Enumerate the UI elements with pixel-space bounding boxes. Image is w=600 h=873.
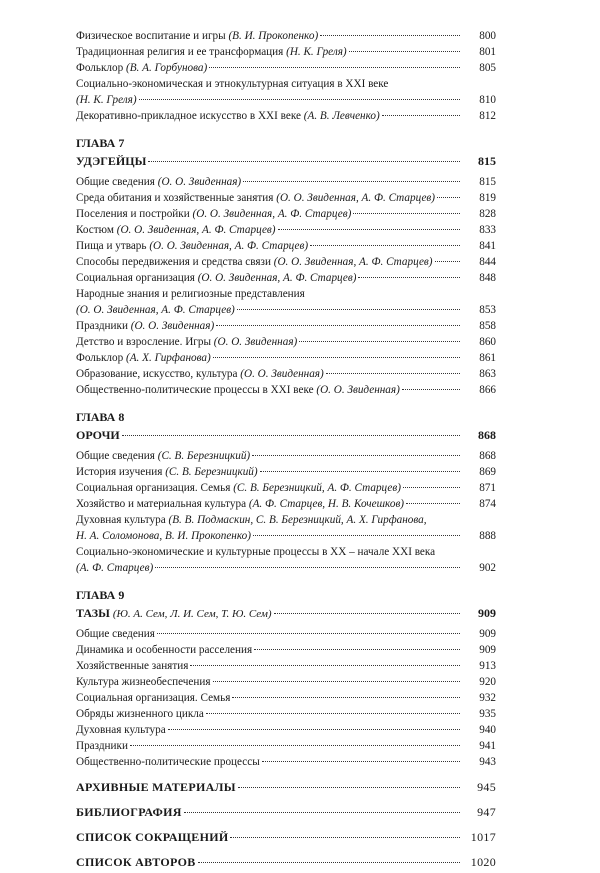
page-number: 848	[479, 272, 496, 284]
page-number: 909	[479, 628, 496, 640]
chapter-label	[76, 408, 496, 426]
entry-title: Праздники	[76, 320, 131, 332]
entry-author: (Н. К. Греля)	[286, 46, 347, 58]
page-number: 909	[478, 606, 496, 620]
toc-entry[interactable]	[76, 674, 496, 690]
page-number: 932	[479, 692, 496, 704]
entry-author: (О. О. Звиденная, А. Ф. Старцев)	[116, 224, 276, 236]
entry-title: АРХИВНЫЕ МАТЕРИАЛЫ	[76, 780, 236, 794]
entry-author: (О. О. Звиденная)	[213, 336, 298, 348]
entry-title: Костюм	[76, 224, 117, 236]
dot-leader	[237, 309, 460, 310]
entry-author: (А. Ф. Старцев)	[76, 562, 154, 574]
dot-leader	[382, 115, 460, 116]
dot-leader	[349, 51, 460, 52]
entry-author: (В. В. Подмаскин, С. В. Березницкий, А. Х. Гирфанова,	[168, 514, 427, 526]
dot-leader	[402, 389, 460, 390]
dot-leader	[238, 787, 460, 788]
entry-author-cont: Н. А. Соломонова, В. И. Прокопенко)	[76, 530, 251, 542]
entry-title: Общие сведения	[76, 450, 158, 462]
toc-entry[interactable]	[76, 448, 496, 464]
page-number: 940	[479, 724, 496, 736]
entry-title: История изучения	[76, 466, 166, 478]
people-author: (Ю. А. Сем, Л. И. Сем, Т. Ю. Сем)	[112, 608, 272, 620]
people-heading[interactable]	[76, 152, 496, 170]
entry-title: Социальная организация. Семья	[76, 692, 231, 704]
toc-entry[interactable]	[76, 286, 496, 318]
entry-title: Культура жизнеобеспечения	[76, 676, 211, 688]
page-number: 941	[479, 740, 496, 752]
dot-leader	[213, 681, 461, 682]
page-number: 858	[479, 320, 496, 332]
entry-title: Среда обитания и хозяйственные занятия	[76, 192, 277, 204]
dot-leader	[157, 633, 460, 634]
toc-entry[interactable]	[76, 76, 496, 108]
toc-entry[interactable]	[76, 238, 496, 254]
toc-entry[interactable]	[76, 722, 496, 738]
entry-title: Социально-экономические и культурные процессы в XX – начале XXI века	[76, 546, 436, 558]
toc-entry[interactable]	[76, 174, 496, 190]
table-of-contents	[76, 28, 496, 873]
dot-leader	[198, 862, 460, 863]
toc-entry[interactable]	[76, 270, 496, 286]
dot-leader	[260, 471, 460, 472]
toc-entry[interactable]	[76, 658, 496, 674]
page-number: 1017	[470, 830, 496, 844]
page-number: 868	[478, 428, 496, 442]
toc-entry[interactable]	[76, 222, 496, 238]
continuation-section	[76, 28, 496, 124]
entry-title: Народные знания и религиозные представления	[76, 288, 305, 300]
dot-leader	[358, 277, 460, 278]
toc-entry[interactable]	[76, 318, 496, 334]
page-number: 945	[477, 780, 496, 794]
people-title: УДЭГЕЙЦЫ	[76, 154, 147, 168]
toc-entry[interactable]	[76, 464, 496, 480]
toc-entry[interactable]	[76, 626, 496, 642]
dot-leader	[326, 373, 460, 374]
people-title: ТАЗЫ	[76, 606, 110, 620]
dot-leader	[148, 161, 460, 162]
entry-title: Традиционная религия и ее трансформация	[76, 46, 287, 58]
entry-author: (О. О. Звиденная, А. Ф. Старцев)	[276, 192, 436, 204]
entry-author: (О. О. Звиденная, А. Ф. Старцев)	[273, 256, 433, 268]
chapter-9	[76, 586, 496, 770]
people-heading[interactable]	[76, 426, 496, 444]
page-number: 861	[479, 352, 496, 364]
entry-title: Фольклор	[76, 352, 126, 364]
page-number: 828	[479, 208, 496, 220]
page-number: 913	[479, 660, 496, 672]
dot-leader	[184, 812, 460, 813]
entry-author: (О. О. Звиденная, А. Ф. Старцев)	[192, 208, 352, 220]
entry-author: (О. О. Звиденная)	[157, 176, 242, 188]
page-number: 841	[479, 240, 496, 252]
back-matter	[76, 776, 496, 873]
dot-leader	[243, 181, 460, 182]
chapter-8	[76, 408, 496, 576]
toc-entry[interactable]	[76, 60, 496, 76]
entry-title: Социальная организация. Семья	[76, 482, 234, 494]
page-number: 888	[479, 530, 496, 542]
entry-author: (Н. К. Греля)	[76, 94, 137, 106]
page-number: 947	[477, 805, 496, 819]
dot-leader	[278, 229, 461, 230]
entry-author: (С. В. Березницкий)	[157, 450, 251, 462]
page-number: 871	[479, 482, 496, 494]
toc-entry[interactable]	[76, 44, 496, 60]
entry-author: (А. Ф. Старцев, Н. В. Кочешков)	[248, 498, 405, 510]
dot-leader	[320, 35, 460, 36]
page-number: 920	[479, 676, 496, 688]
toc-entry[interactable]	[76, 334, 496, 350]
dot-leader	[252, 455, 460, 456]
dot-leader	[262, 761, 460, 762]
toc-entry[interactable]	[76, 544, 496, 576]
toc-entry[interactable]	[76, 382, 496, 398]
page-number: 866	[479, 384, 496, 396]
page-number: 863	[479, 368, 496, 380]
entry-title: Способы передвижения и средства связи	[76, 256, 274, 268]
page-number: 819	[479, 192, 496, 204]
entry-author: (О. О. Звиденная)	[240, 368, 324, 380]
chapter-label-text: ГЛАВА 8	[76, 410, 125, 424]
page-number: 844	[479, 256, 496, 268]
entry-title: СПИСОК СОКРАЩЕНИЙ	[76, 830, 229, 844]
entry-author: (О. О. Звиденная, А. Ф. Старцев)	[149, 240, 309, 252]
toc-entry[interactable]	[76, 350, 496, 366]
dot-leader	[168, 729, 460, 730]
page-number: 815	[479, 176, 496, 188]
people-title: ОРОЧИ	[76, 428, 120, 442]
dot-leader	[310, 245, 460, 246]
dot-leader	[299, 341, 460, 342]
dot-leader	[232, 697, 460, 698]
entry-title: Общественно-политические процессы	[76, 756, 260, 768]
dot-leader	[206, 713, 460, 714]
page-number: 860	[479, 336, 496, 348]
dot-leader	[122, 435, 460, 436]
entry-title: Обряды жизненного цикла	[76, 708, 204, 720]
chapter-label-text: ГЛАВА 9	[76, 588, 125, 602]
page-number: 815	[478, 154, 496, 168]
entry-author: (А. В. Левченко)	[303, 110, 380, 122]
dot-leader	[274, 613, 460, 614]
entry-title: Детство и взросление. Игры	[76, 336, 214, 348]
toc-entry[interactable]	[76, 366, 496, 382]
dot-leader	[139, 99, 460, 100]
toc-entry[interactable]	[76, 254, 496, 270]
toc-entry-authors[interactable]	[76, 851, 496, 873]
dot-leader	[353, 213, 460, 214]
toc-entry[interactable]	[76, 108, 496, 124]
entry-title: СПИСОК АВТОРОВ	[76, 855, 196, 869]
entry-title: Праздники	[76, 740, 128, 752]
chapter-label	[76, 134, 496, 152]
entry-author: (А. Х. Гирфанова)	[125, 352, 211, 364]
toc-entry[interactable]	[76, 690, 496, 706]
entry-title: Поселения и постройки	[76, 208, 193, 220]
toc-entry[interactable]	[76, 738, 496, 754]
people-heading[interactable]	[76, 604, 496, 622]
dot-leader	[230, 837, 460, 838]
page-number: 805	[479, 62, 496, 74]
toc-entry[interactable]	[76, 190, 496, 206]
entry-title: Духовная культура	[76, 724, 166, 736]
toc-entry[interactable]	[76, 642, 496, 658]
entry-author: (С. В. Березницкий, А. Ф. Старцев)	[233, 482, 401, 494]
toc-entry[interactable]	[76, 480, 496, 496]
dot-leader	[213, 357, 460, 358]
toc-entry[interactable]	[76, 754, 496, 770]
page-number: 943	[479, 756, 496, 768]
page-number: 874	[479, 498, 496, 510]
page-number: 1020	[470, 855, 496, 869]
dot-leader	[190, 665, 460, 666]
entry-title: Хозяйственные занятия	[76, 660, 189, 672]
chapter-label	[76, 586, 496, 604]
page-number: 868	[479, 450, 496, 462]
entry-title: Общие сведения	[76, 628, 155, 640]
entry-author: (О. О. Звиденная)	[316, 384, 400, 396]
dot-leader	[216, 325, 460, 326]
page-number: 869	[479, 466, 496, 478]
dot-leader	[437, 197, 460, 198]
toc-entry[interactable]	[76, 496, 496, 512]
entry-title: Фольклор	[76, 62, 126, 74]
entry-title: Физическое воспитание и игры	[76, 30, 229, 42]
entry-title: Общие сведения	[76, 176, 158, 188]
toc-entry[interactable]	[76, 206, 496, 222]
toc-entry-abbreviations[interactable]	[76, 826, 496, 848]
dot-leader	[406, 503, 460, 504]
toc-entry-archives[interactable]	[76, 776, 496, 798]
dot-leader	[435, 261, 460, 262]
page-number: 810	[479, 94, 496, 106]
entry-author: (О. О. Звиденная, А. Ф. Старцев)	[76, 304, 235, 316]
page-number: 812	[479, 110, 496, 122]
page-number: 800	[479, 30, 496, 42]
entry-title: Социально-экономическая и этнокультурная ситуация в XXI веке	[76, 78, 389, 90]
entry-author: (В. И. Прокопенко)	[228, 30, 319, 42]
entry-title: Общественно-политические процессы в XXI веке	[76, 384, 317, 396]
dot-leader	[130, 745, 460, 746]
entry-title: Декоративно-прикладное искусство в XXI веке	[76, 110, 304, 122]
dot-leader	[155, 567, 460, 568]
entry-author: (В. А. Горбунова)	[125, 62, 208, 74]
dot-leader	[254, 649, 460, 650]
page-number: 853	[479, 304, 496, 316]
chapter-label-text: ГЛАВА 7	[76, 136, 125, 150]
page-number: 801	[479, 46, 496, 58]
toc-entry[interactable]	[76, 512, 496, 544]
entry-title: Хозяйство и материальная культура	[76, 498, 249, 510]
entry-title: Духовная культура	[76, 514, 169, 526]
entry-title: Пища и утварь	[76, 240, 150, 252]
entry-title: БИБЛИОГРАФИЯ	[76, 805, 182, 819]
entry-title: Социальная организация	[76, 272, 198, 284]
entry-title: Динамика и особенности расселения	[76, 644, 253, 656]
chapter-7	[76, 134, 496, 398]
entry-author: (С. В. Березницкий)	[165, 466, 258, 478]
page-number: 909	[479, 644, 496, 656]
entry-title: Образование, искусство, культура	[76, 368, 241, 380]
page-number: 833	[479, 224, 496, 236]
toc-entry-bibliography[interactable]	[76, 801, 496, 823]
dot-leader	[403, 487, 460, 488]
toc-entry[interactable]	[76, 706, 496, 722]
page-number: 902	[479, 562, 496, 574]
page-number: 935	[479, 708, 496, 720]
dot-leader	[253, 535, 460, 536]
toc-entry[interactable]	[76, 28, 496, 44]
entry-author: (О. О. Звиденная, А. Ф. Старцев)	[197, 272, 357, 284]
entry-author: (О. О. Звиденная)	[130, 320, 215, 332]
dot-leader	[209, 67, 460, 68]
